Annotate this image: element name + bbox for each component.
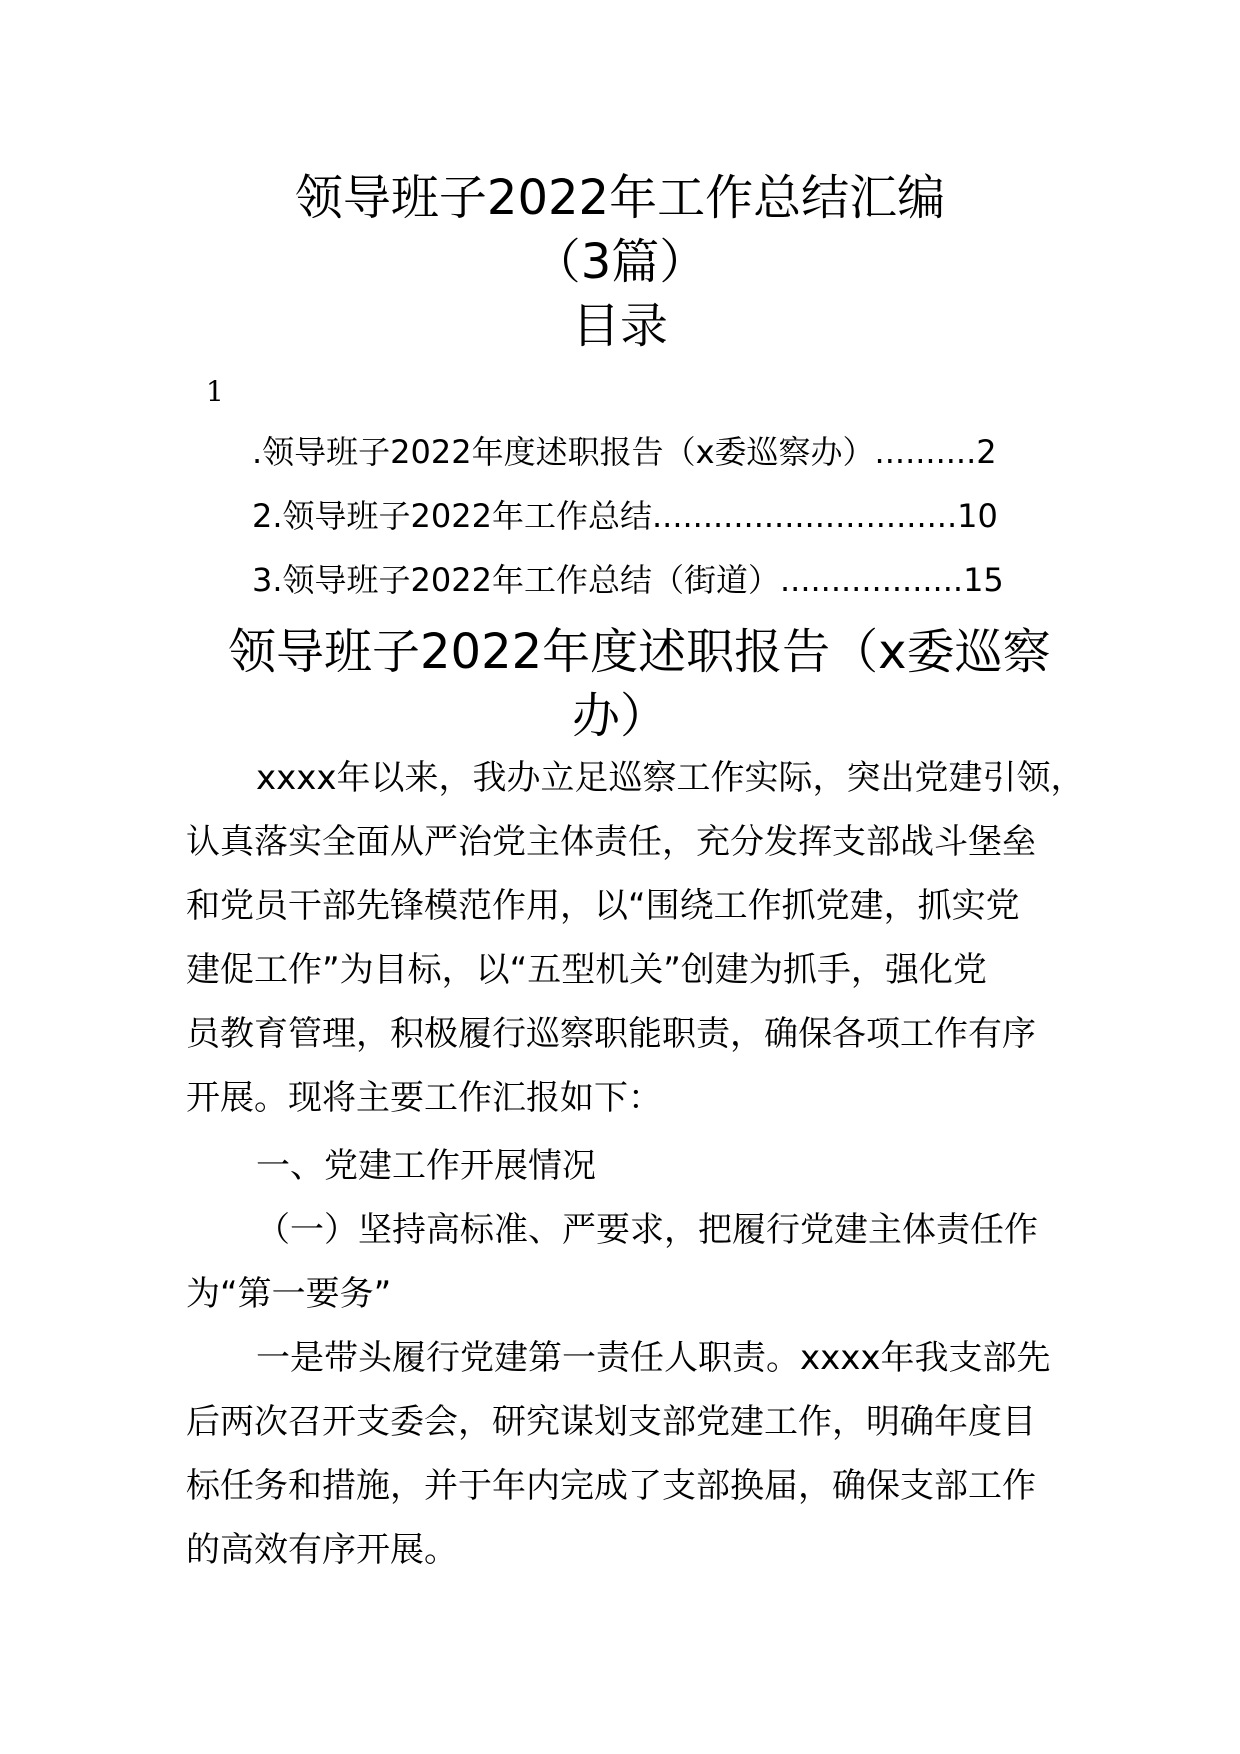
paragraph1-line: xxxx年以来，我办立足巡察工作实际，突出党建引领， bbox=[256, 758, 1085, 798]
toc-entry-2[interactable]: 2.领导班子2022年工作总结..............................10 bbox=[252, 497, 998, 535]
paragraph1-line: 员教育管理，积极履行巡察职能职责，确保各项工作有序 bbox=[186, 1014, 1036, 1054]
main-title-line2: （3篇） bbox=[532, 234, 708, 290]
toc-marker: 1 bbox=[206, 375, 224, 408]
section-title-line2: 办） bbox=[572, 688, 669, 744]
subheading-line: （一）坚持高标准、严要求，把履行党建主体责任作 bbox=[256, 1210, 1038, 1250]
paragraph2-line: 一是带头履行党建第一责任人职责。xxxx年我支部先 bbox=[256, 1338, 1051, 1378]
main-title-line1: 领导班子2022年工作总结汇编 bbox=[294, 170, 946, 226]
paragraph1-line: 建促工作”为目标，以“五型机关”创建为抓手，强化党 bbox=[186, 950, 987, 990]
paragraph2-line: 标任务和措施，并于年内完成了支部换届，确保支部工作 bbox=[186, 1466, 1036, 1506]
paragraph1-line: 认真落实全面从严治党主体责任，充分发挥支部战斗堡垒 bbox=[186, 822, 1036, 862]
toc-entry-3[interactable]: 3.领导班子2022年工作总结（街道）..................15 bbox=[252, 561, 1004, 599]
paragraph1-line: 开展。现将主要工作汇报如下： bbox=[186, 1078, 662, 1118]
paragraph1-line: 和党员干部先锋模范作用，以“围绕工作抓党建，抓实党 bbox=[186, 886, 1020, 926]
section-title-line1: 领导班子2022年度述职报告（x委巡察 bbox=[228, 624, 1051, 680]
paragraph2-line: 后两次召开支委会，研究谋划支部党建工作，明确年度目 bbox=[186, 1402, 1036, 1442]
section-heading: 一、党建工作开展情况 bbox=[256, 1146, 596, 1186]
toc-heading: 目录 bbox=[571, 298, 668, 354]
toc-entry-1[interactable]: .领导班子2022年度述职报告（x委巡察办）..........2 bbox=[252, 433, 997, 471]
paragraph2-line: 的高效有序开展。 bbox=[186, 1530, 458, 1570]
subheading-line: 为“第一要务” bbox=[186, 1274, 392, 1314]
